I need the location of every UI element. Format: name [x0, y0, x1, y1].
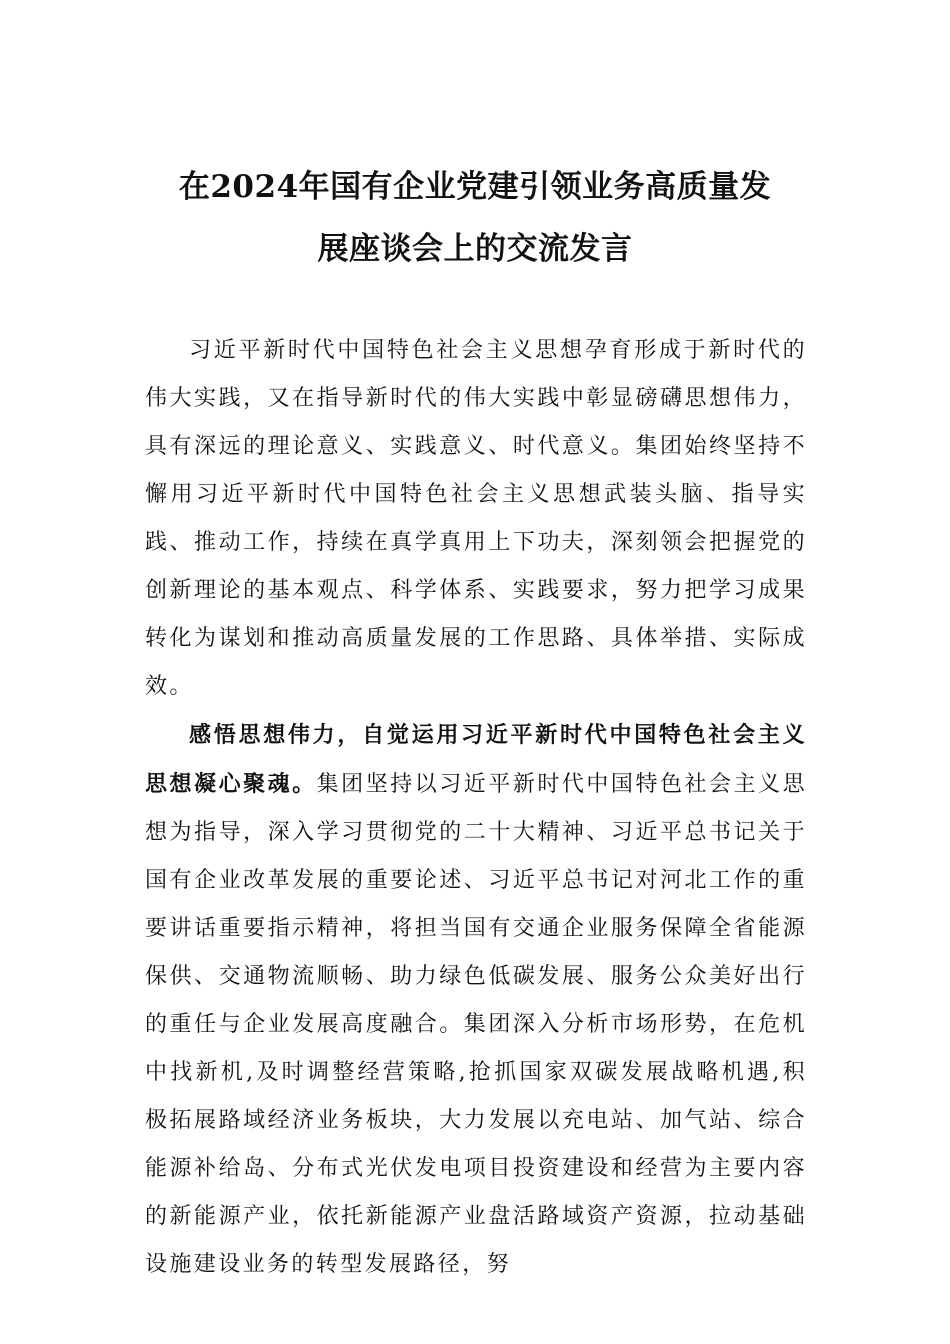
paragraph-text: 集团坚持以习近平新时代中国特色社会主义思想为指导，深入学习贯彻党的二十大精神、习近平总书记关于国有企业改革发展的重要论述、习近平总书记对河北工作的重要讲话重要指示精神，将担当国有交通企业服务保障全省能源保供、交通物流顺畅、助力绿色低碳发展、服务公众美好出行的重任与企业发展高度融合。集团深入分析市场形势，在危机中找新机,及时调整经营策略,抢抓国家双碳发展战略机遇,积极拓展路域经济业务板块，大力发展以充电站、加气站、综合能源补给岛、分布式光伏发电项目投资建设和经营为主要内容的新能源产业，依托新能源产业盘活路域资产资源，拉动基础设施建设业务的转型发展路径，努: [145, 772, 807, 1277]
paragraph-section-1: [145, 711, 807, 1289]
paragraph-intro: [145, 327, 807, 711]
document-title: [140, 156, 810, 280]
title-line-1: 在2024年国有企业党建引领业务高质量发: [178, 169, 772, 205]
title-line-2: 展座谈会上的交流发言: [317, 231, 633, 267]
paragraph-lead: 感悟思想伟力，自觉运用习近平新时代中国特色社会主义思想凝心聚魂。: [145, 722, 807, 797]
paragraph-text: 习近平新时代中国特色社会主义思想孕育形成于新时代的伟大实践，又在指导新时代的伟大实践中彰显磅礴思想伟力，具有深远的理论意义、实践意义、时代意义。集团始终坚持不懈用习近平新时代中国特色社会主义思想武装头脑、指导实践、推动工作，持续在真学真用上下功夫，深刻领会把握党的创新理论的基本观点、科学体系、实践要求，努力把学习成果转化为谋划和推动高质量发展的工作思路、具体举措、实际成效。: [145, 338, 807, 699]
document-body: [145, 327, 807, 1289]
